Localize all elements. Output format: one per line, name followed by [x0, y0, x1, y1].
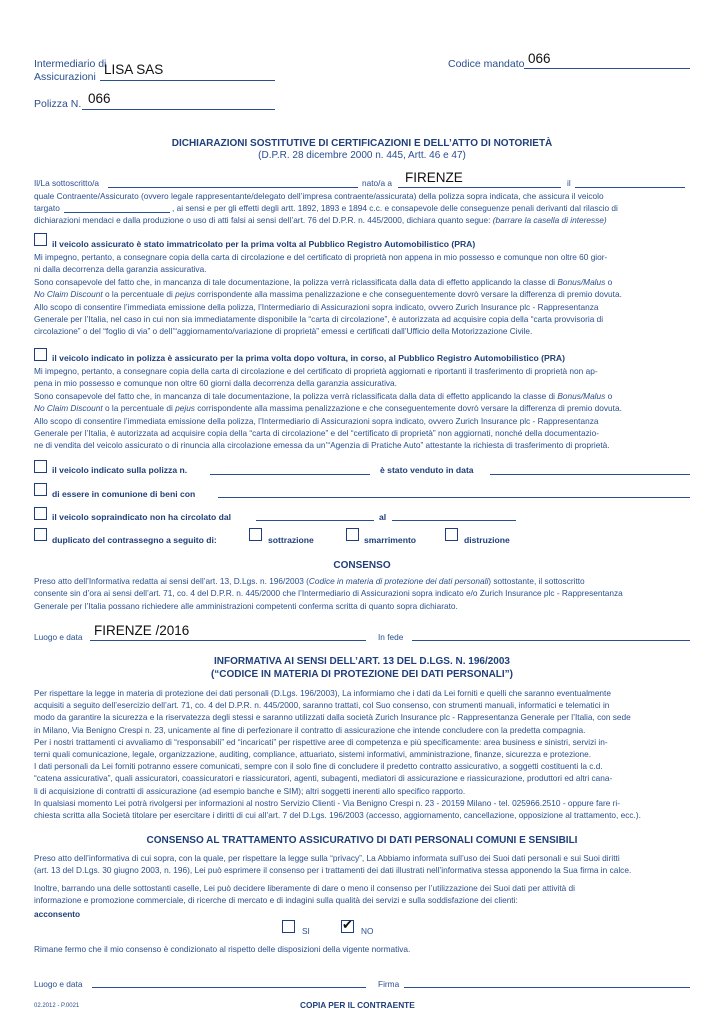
firma-luogo-field[interactable] — [92, 987, 366, 988]
intro-line-d: dichiarazioni mendaci e dalla produzione o uso di atti falsi ai sensi dell’art. 76 del D.P.R. n. 445/2000, dichiara quanto segue: (barrare la casella di interesse) — [34, 215, 607, 226]
checkbox-duplicato[interactable] — [34, 528, 47, 541]
informativa-subheading: (“CODICE IN MATERIA DI PROTEZIONE DEI DATI PERSONALI”) — [210, 669, 514, 680]
document-subtitle: (D.P.R. 28 dicembre 2000 n. 445, Artt. 46 e 47) — [258, 150, 466, 161]
checkbox-sottrazione[interactable] — [249, 528, 262, 541]
si-label: SI — [302, 926, 310, 936]
acconsento-label: acconsento — [34, 909, 81, 919]
form-code: 02.2012 - P.0021 — [34, 1003, 80, 1009]
option5-label2: al — [379, 512, 387, 522]
checkbox-smarrimento[interactable] — [346, 528, 359, 541]
informativa-text: Per rispettare la legge in materia di protezione dei dati personali (D.Lgs. 196/2003), La informiamo che i dati da Lei forniti e quelli che saranno eventualmente acquisiti a seguito dell’esercizio dell’art. 71, co. 4 del D.P.R. n. 445/2000, saranno trattati, col Suo consenso, con strumenti manuali, informatici e telematici in modo da garantire la sicurezza e la riservatezza degli stessi e saranno utilizzati dalla società Zurich Insurance plc - Rappresentanza Generale per l’Italia, con sede in Milano, Via Benigno Crespi n. 23, unicamente al fine di perfezionare il contratto di assicurazione che intende concludere con la predetta compagnia. Per i nostri trattamenti ci avvaliamo di “responsabili” ed “incaricati” per rispettive aree di competenza e più specificamente: area business e sinistri, servizi in- terni quali comunicazione, legale, organizzazione, auditing, compliance, attuariato, sistemi informativi, amministrazione, finanze, sicurezza e protezione. I dati personali da Lei forniti potranno essere comunicati, sempre con il solo fine di concludere il predetto contratto assicurativo, a soggetti costituenti la c.d. “catena assicurativa”, quali assicuratori, coassicuratori e riassicuratori, agenti, subagenti, mediatori di assicurazione e riassicurazione, produttori ed altri cana- li di acquisizione di contratti di assicurazione (ad esempio banche e SIM); altri soggetti inerenti allo specifico rapporto. In qualsiasi momento Lei potrà rivolgersi per informazioni al nostro Servizio Clienti - Via Benigno Crespi n. 23 - 20159 Milano - tel. 025966.2510 - oppure fare ri- chiesta scritta alla Società titolare per esercitare i diritti di cui all’art. 7 del D.Lgs. 196/2003 (accesso, aggiornamento, cancellazione, opposizione al trattamento, ecc.). — [34, 688, 641, 821]
sottrazione-label: sottrazione — [268, 535, 314, 545]
option2-text: Mi impegno, pertanto, a consegnare copia della carta di circolazione e del certificato di proprietà aggiornati e riportanti il trasferimento di proprietà non ap- pena in mio possesso e comunque non oltre 60 giorni dalla decorrenza della garanzia assicurativa. Sono consapevole del fatto che, in mancanza di tale documentazione, la polizza verrà riclassificata dalla data di effetto applicando la classe di Bonus/Malus o No Claim Discount o la percentuale di pejus corrispondente alla massima penalizzazione e che conseguentemente dovrò versare la differenza di premio dovuta. Allo scopo di consentire l’immediata emissione della polizza, l’Intermediario di Assicurazioni sopra indicato, ovvero Zurich Insurance plc - Rappresentanza Generale per l’Italia, è autorizzata ad acquisire copia della “carta di circolazione” e del “certificato di proprietà” non aggiornati, nonché della documentazio- ne di vendita del veicolo assicurato o di rinuncia alla circolazione emessa da un’“Agenzia di Pratiche Auto” attestante la richiesta di trasferimento di proprietà. — [34, 366, 622, 451]
checkbox-no[interactable] — [341, 917, 354, 933]
in-fede-label: In fede — [378, 632, 404, 642]
option5-label: il veicolo sopraindicato non ha circolato dal — [52, 512, 232, 522]
informativa-heading: INFORMATIVA AI SENSI DELL’ART. 13 DEL D.LGS. N. 196/2003 — [214, 656, 510, 667]
checkbox-comunione-beni[interactable] — [34, 483, 47, 496]
nato-field[interactable]: FIRENZE — [405, 170, 463, 185]
document-title: DICHIARAZIONI SOSTITUTIVE DI CERTIFICAZIONI E DELL’ATTO DI NOTORIETÀ — [171, 138, 553, 149]
copia-contraente-label: COPIA PER IL CONTRAENTE — [300, 1000, 415, 1010]
nato-label: nato/a a — [362, 178, 392, 188]
non-circolato-dal-field[interactable] — [256, 520, 374, 521]
option6-label: duplicato del contrassegno a seguito di: — [52, 535, 217, 545]
checkbox-non-circolato[interactable] — [34, 507, 47, 520]
checkbox-si[interactable] — [282, 920, 295, 933]
sottoscritto-label: Il/La sottoscritto/a — [34, 178, 100, 188]
option4-label: di essere in comunione di beni con — [52, 489, 196, 499]
option1-title: il veicolo assicurato è stato immatricolato per la prima volta al Pubblico Registro Automobilistico (PRA) — [52, 239, 476, 249]
polizza-label: Polizza N. — [34, 98, 82, 110]
data-vendita-field[interactable] — [490, 474, 690, 475]
intermediario-label-2: Assicurazioni — [34, 71, 96, 83]
no-label: NO — [361, 926, 374, 936]
consenso-luogo-field[interactable]: FIRENZE /2016 — [94, 623, 190, 638]
firma-label: Firma — [378, 979, 400, 989]
sottoscritto-field[interactable] — [108, 187, 358, 188]
checkmark-icon: ✔ — [342, 917, 353, 932]
codice-mandato-label: Codice mandato — [448, 58, 525, 70]
intermediario-field[interactable]: LISA SAS — [104, 62, 164, 77]
checkbox-distruzione[interactable] — [445, 528, 458, 541]
consenso-text: Preso atto dell’Informativa redatta ai sensi dell’art. 13, D.Lgs. n. 196/2003 (Codice in materia di protezione dei dati personali) sottostante, il sottoscritto consente sin d’ora ai sensi dell’art. 71, co. 4 del D.P.R. n. 445/2000 che l’Intermediario di Assicurazioni sopra indicato e/o Zurich Insurance plc - Rappresentanza Generale per l’Italia possano richiedere alle amministrazioni competenti conferma scritta di quanto sopra dichiarato. — [34, 576, 623, 611]
codice-mandato-field[interactable]: 066 — [528, 51, 551, 66]
option3-label2: è stato venduto in data — [380, 465, 474, 475]
checkbox-prima-immatricolazione[interactable] — [34, 233, 47, 246]
firma-field[interactable] — [404, 987, 690, 988]
consenso-trattamento-heading: CONSENSO AL TRATTAMENTO ASSICURATIVO DI DATI PERSONALI COMUNI E SENSIBILI — [146, 835, 578, 846]
rimane-text: Rimane fermo che il mio consenso è condizionato al rispetto delle disposizioni della vigente normativa. — [34, 944, 411, 954]
consenso-heading: CONSENSO — [333, 560, 391, 571]
firma-luogo-label: Luogo e data — [34, 979, 83, 989]
targa-field[interactable] — [64, 212, 170, 213]
targato-label: targato — [34, 203, 60, 213]
consenso-luogo-label: Luogo e data — [34, 632, 83, 642]
consenso-trattamento-text: Preso atto dell’informativa di cui sopra, con la quale, per rispettare la legge sulla “privacy”, La Abbiamo informata sull’uso dei Suoi dati personali e sui Suoi diritti (art. 13 del D.Lgs. 30 giugno 2003, n. 196), Lei può esprimere il consenso per i trattamenti dei dati illustrati nell’informativa stessa apponendo la Sua firma in calce. Inoltre, barrando una delle sottostanti caselle, Lei può decidere liberamente di dare o meno il consenso per l’utilizzazione dei Suoi dati per attività di informazione e promozione commerciale, di ricerche di mercato e di indagini sulla qualità dei servizi e sulla soddisfazione dei clienti: — [34, 853, 632, 906]
option3-label: il veicolo indicato sulla polizza n. — [52, 465, 188, 475]
data-nascita-field[interactable] — [575, 187, 685, 188]
intro-line-a: quale Contraente/Assicurato (ovvero legale rappresentante/delegato dell’impresa contraente/assicurata) della polizza sopra indicata, che assicura il veicolo — [34, 191, 604, 201]
polizza-field[interactable]: 066 — [88, 91, 111, 106]
intro-line-c: , ai sensi e per gli effetti degli artt. 1892, 1893 e 1894 c.c. e consapevole delle conseguenze penali derivanti dal rilascio di — [172, 203, 618, 213]
polizza-venduta-field[interactable] — [210, 474, 370, 475]
intermediario-label: Intermediario di — [34, 58, 107, 70]
option1-text: Mi impegno, pertanto, a consegnare copia della carta di circolazione e del certificato di proprietà non appena in mio possesso e comunque non oltre 60 gior- ni dalla decorrenza della garanzia assicurativa. Sono consapevole del fatto che, in mancanza di tale documentazione, la polizza verrà riclassificata dalla data di effetto applicando la classe di Bonus/Malus o No Claim Discount o la percentuale di pejus corrispondente alla massima penalizzazione e che conseguentemente dovrò versare la differenza di premio dovuta. Allo scopo di consentire l’immediata emissione della polizza, l’Intermediario di Assicurazioni sopra indicato, ovvero Zurich Insurance plc - Rappresentanza Generale per l’Italia, nel caso in cui non sia immediatamente disponibile la “carta di circolazione”, è autorizzata ad acquisire copia della “carta provvisoria di circolazione” o del “foglio di via” o dell’“aggiornamento/variazione di proprietà” emessi e certificati dall’Ufficio della Motorizzazione Civile. — [34, 252, 622, 337]
option2-title: il veicolo indicato in polizza è assicurato per la prima volta dopo voltura, in corso, al Pubblico Registro Automobilistico (PRA) — [52, 353, 565, 363]
comunione-field[interactable] — [218, 497, 690, 498]
checkbox-venduto[interactable] — [34, 460, 47, 473]
checkbox-voltura[interactable] — [34, 348, 47, 361]
in-fede-signature-field[interactable] — [412, 640, 690, 641]
distruzione-label: distruzione — [464, 535, 510, 545]
il-label: il — [567, 178, 571, 188]
non-circolato-al-field[interactable] — [392, 520, 516, 521]
smarrimento-label: smarrimento — [364, 535, 417, 545]
